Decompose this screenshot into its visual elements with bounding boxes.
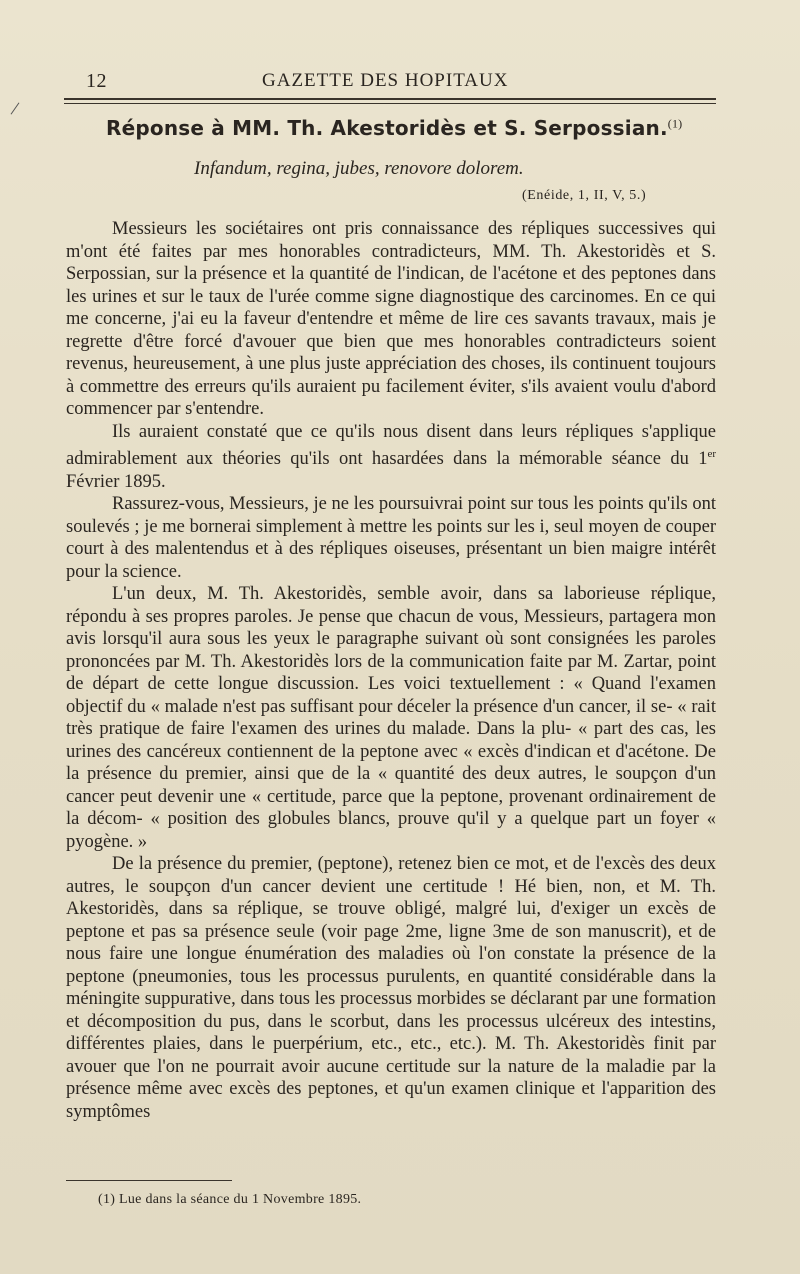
running-title: GAZETTE DES HOPITAUX: [262, 70, 509, 91]
paragraph-2-end: Février 1895.: [66, 471, 166, 492]
title-footnote-mark: (1): [667, 116, 683, 131]
paragraph-2: [66, 421, 716, 494]
article-body: [66, 218, 716, 1123]
margin-mark: [11, 102, 20, 114]
page-number: 12: [86, 70, 107, 92]
article-title-text: Réponse à MM. Th. Akestoridès et S. Serpossian.: [106, 116, 668, 140]
header-rule: [64, 98, 716, 100]
epigraph-source: (Enéide, 1, II, V, 5.): [522, 188, 647, 203]
paragraph-4: L'un deux, M. Th. Akestoridès, semble avoir, dans sa laborieuse réplique, répondu à ses propres paroles. Je pense que chacun de vous, Messieurs, partagera mon avis lorsqu'il aura sous les yeux le paragraphe suivant où sont consignées les paroles prononcées par M. Th. Akestoridès lors de la communication faite par M. Zartar, point de départ de cette longue discussion. Les voici textuellement : « Quand l'examen objectif du « malade n'est pas suffisant pour déceler la présence d'un cancer, il se- « rait très pratique de faire l'examen des urines du malade. Dans la plu- « part des cas, les urines des cancéreux contiennent de la peptone avec « excès d'indican et d'acétone. De la présence du premier, ainsi que de la « quantité des deux autres, le soupçon d'un cancer peut devenir une « certitude, parce que la peptone, provenant ordinairement de la décom- « position des globules blancs, prouve qu'il y a quelque part un foyer « pyogène. »: [66, 584, 716, 852]
paragraph-5: De la présence du premier, (peptone), retenez bien ce mot, et de l'excès des deux autres, le soupçon d'un cancer devient une certitude ! Hé bien, non, et M. Th. Akestoridès, dans sa réplique, se trouve obligé, malgré lui, d'exiger un excès de peptone et pas sa présence seule (voir page 2me, ligne 3me de son manuscrit), et de nous faire une longue énumération des maladies où l'on constate la présence de la peptone (pneumonies, tous les processus purulents, en quantité considérable dans la méningite suppurative, dans tous les processus morbides se déclarant par une formation et décomposition du pus, dans le scorbut, dans les processus ulcéreux des intestins, différentes plaies, dans le puerpérium, etc., etc., etc.). M. Th. Akestoridès finit par avouer que l'on ne pourrait avoir aucune certitude sur la nature de la maladie par la présence même avec excès des peptones, et qu'un examen clinique et l'apparition des symptômes: [66, 854, 716, 1122]
paragraph-1: Messieurs les sociétaires ont pris connaissance des répliques successives qui m'ont été faites par mes honorables contradicteurs, MM. Th. Akestoridès et S. Serpossian, sur la présence et la quantité de l'indican, de l'acétone et des peptones dans les urines et sur le taux de l'urée comme signe diagnostique des carcinomes. En ce qui me concerne, j'ai eu la faveur d'entendre et même de lire ces savants travaux, mais je regrette d'être forcé d'avouer que bien que mes honorables contradicteurs soient revenus, heureusement, à une plus juste appréciation des choses, ils continuent toujours à commettre des erreurs qu'ils auraient pu facilement éviter, s'ils avaient voulu d'abord commencer par s'entendre.: [66, 219, 716, 419]
header-rule-thin: [64, 103, 716, 104]
article-title: [106, 116, 682, 140]
epigraph: Infandum, regina, jubes, renovore dolorem.: [194, 158, 524, 179]
paragraph-2-text: Ils auraient constaté que ce qu'ils nous disent dans leurs répliques s'applique admirablement aux théories qu'ils ont hasardées dans la mémorable séance du 1: [66, 421, 716, 470]
paragraph-3: Rassurez-vous, Messieurs, je ne les poursuivrai point sur tous les points qu'ils ont soulevés ; je me bornerai simplement à mettre les points sur les i, seul moyen de couper court à des malentendus et à des répliques oiseuses, présentant un bien maigre intérêt pour la science.: [66, 494, 716, 582]
footnote-rule: [66, 1180, 232, 1181]
footnote: (1) Lue dans la séance du 1 Novembre 1895.: [98, 1192, 362, 1207]
ordinal-superscript: er: [707, 448, 716, 460]
